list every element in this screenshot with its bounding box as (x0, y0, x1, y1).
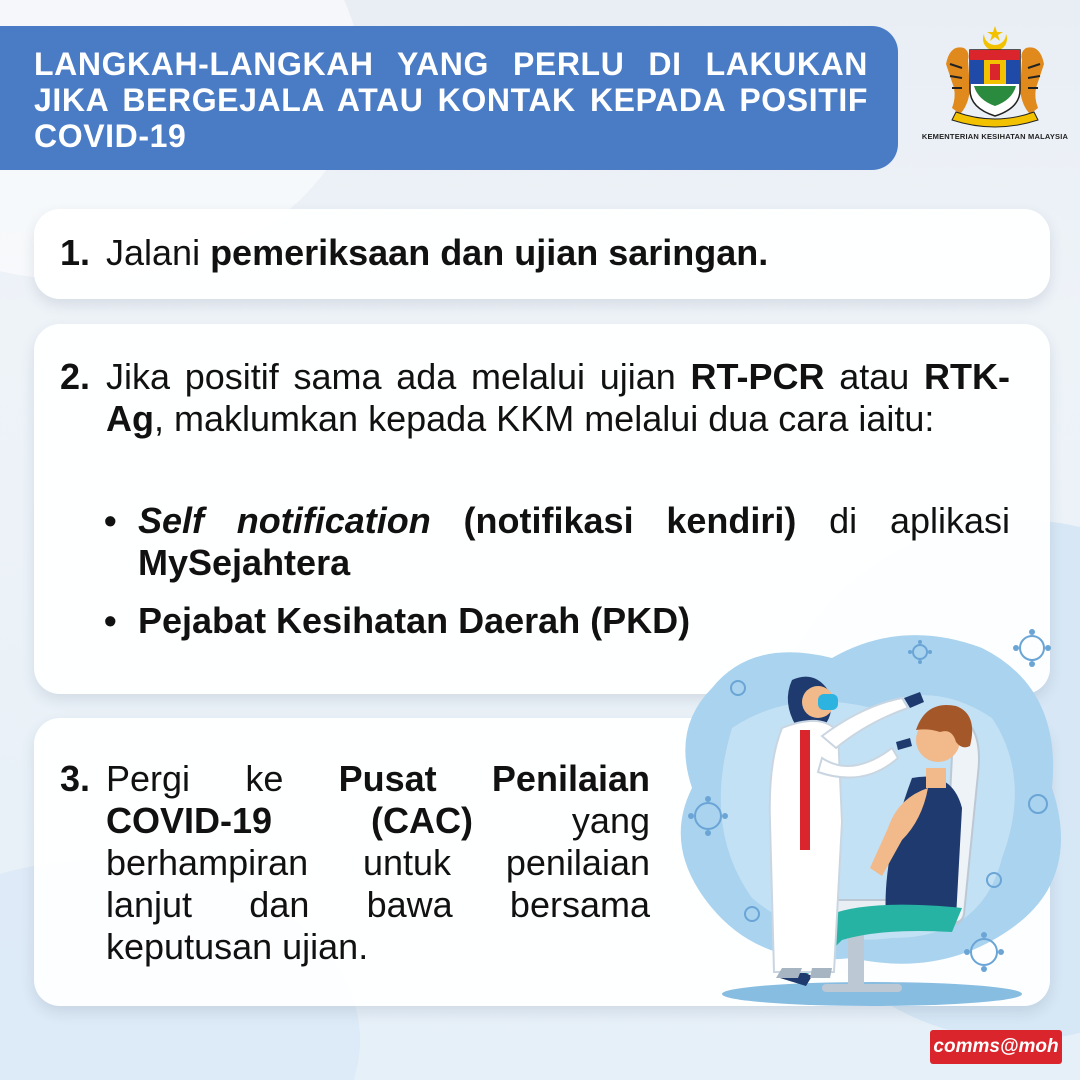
brand-tag: comms@moh (930, 1030, 1062, 1064)
ministry-name: KEMENTERIAN KESIHATAN MALAYSIA (921, 132, 1069, 141)
step-number: 1. (60, 232, 91, 273)
bullet-icon: • (104, 500, 117, 541)
step-number: 2. (60, 356, 91, 397)
step-text: Pergi ke (106, 758, 339, 799)
bullet-text-bold: (notifikasi kendiri) (430, 500, 797, 541)
step-text: yang berhampiran untuk penilaian lanjut dan bawa bersama keputusan ujian. (106, 800, 650, 967)
bullet-text: di aplikasi (796, 500, 1011, 541)
step-text-bold: RTK-Ag (106, 356, 1010, 439)
bullet-text-bold: Pejabat Kesihatan Daerah (PKD) (138, 600, 691, 641)
swab-test-illustration (672, 618, 1072, 1018)
step-text: , maklumkan kepada KKM melalui dua cara iaitu: (154, 398, 935, 439)
step-text: atau (824, 356, 925, 397)
step-text: Jika positif sama ada melalui ujian (106, 356, 691, 397)
bullet-text-bold: MySejahtera (138, 542, 351, 583)
step-text-bold: RT-PCR (690, 356, 825, 397)
malaysia-coat-of-arms-icon (940, 24, 1050, 128)
list-item (104, 500, 1010, 584)
step-2 (60, 356, 1010, 440)
step-text: Jalani (106, 232, 211, 273)
ministry-logo (920, 24, 1070, 154)
step-text-bold: Pusat Penilaian COVID-19 (CAC) (106, 758, 650, 841)
step-number: 3. (60, 758, 91, 799)
bullet-text-italic: Self notification (138, 500, 431, 541)
header-banner (0, 26, 898, 170)
bullet-icon: • (104, 600, 117, 641)
step-3 (60, 758, 650, 968)
page-title: LANGKAH-LANGKAH YANG PERLU DI LAKUKAN JIKA BERGEJALA ATAU KONTAK KEPADA POSITIF COVID-19 (34, 46, 868, 154)
step-text-bold: pemeriksaan dan ujian saringan. (210, 232, 769, 273)
step-1 (60, 232, 1040, 274)
